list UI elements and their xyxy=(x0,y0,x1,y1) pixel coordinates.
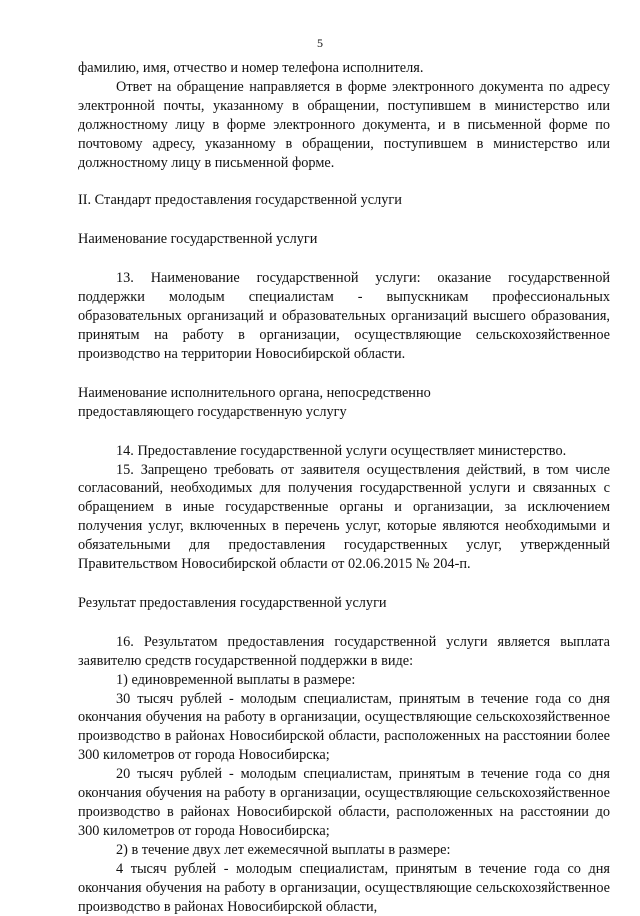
page-number: 5 xyxy=(317,36,323,50)
paragraph-response-form: Ответ на обращение направляется в форме электронного документа по адресу электронной почты, указанному в обращении, поступившем в министерство или должностному лицу в форме электронного документа, и в письменной форме по почтовому адресу, указанному в обращении, поступившем в министерство или должностному лицу в письменной форме. xyxy=(78,78,610,171)
paragraph-16-item-1b: 20 тысяч рублей - молодым специалистам, принятым в течение года со дня окончания обучения на работу в организации, осуществляющие сельскохозяйственное производство в районах Новосибирской области, расположенных на расстоянии до 300 километров от города Новосибирска; xyxy=(78,766,610,839)
paragraph-16-item-1: 1) единовременной выплаты в размере: xyxy=(116,671,356,688)
paragraph-16-item-2a: 4 тысяч рублей - молодым специалистам, принятым в течение года со дня окончания обучения на работу в организации, осуществляющие сельскохозяйственное производство в районах Новосибирской области, xyxy=(78,860,610,915)
paragraph-16-item-1a: 30 тысяч рублей - молодым специалистам, принятым в течение года со дня окончания обучения на работу в организации, осуществляющие сельскохозяйственное производство в районах Новосибирской области, расположенных на расстоянии более 300 километров от города Новосибирска; xyxy=(78,690,610,764)
paragraph-contact-info: фамилию, имя, отчество и номер телефона исполнителя. xyxy=(78,60,424,76)
paragraph-14: 14. Предоставление государственной услуги осуществляет министерство. xyxy=(116,442,567,459)
paragraph-16: 16. Результатом предоставления государственной услуги является выплата заявителю средств государственной поддержки в виде: xyxy=(78,633,610,669)
subsection-heading-authority-line1: Наименование исполнительного органа, непосредственно xyxy=(78,384,431,401)
paragraph-15: 15. Запрещено требовать от заявителя осуществления действий, в том числе согласований, необходимых для получения государственной услуги и связанных с обращением в иные государственные органы и организации, за исключением получения услуг, включенных в перечень услуг, которые являются необходимыми и обязательными для предоставления государственных услуг, утвержденный Правительством Новосибирской области от 02.06.2015 № 204-п. xyxy=(78,461,610,573)
subsection-heading-authority-line2: предоставляющего государственную услугу xyxy=(78,403,347,420)
section-heading: II. Стандарт предоставления государственной услуги xyxy=(78,192,402,209)
subsection-heading-result: Результат предоставления государственной услуги xyxy=(78,594,387,611)
document-body xyxy=(78,59,610,916)
subsection-heading-service-name: Наименование государственной услуги xyxy=(78,231,318,248)
paragraph-16-item-2: 2) в течение двух лет ежемесячной выплаты в размере: xyxy=(116,841,451,858)
paragraph-13: 13. Наименование государственной услуги: оказание государственной поддержки молодым специалистам - выпускникам профессиональных образовательных организаций и образовательных организаций высшего образования, принятым на работу в организации, осуществляющие сельскохозяйственное производство на территории Новосибирской области. xyxy=(78,270,610,362)
